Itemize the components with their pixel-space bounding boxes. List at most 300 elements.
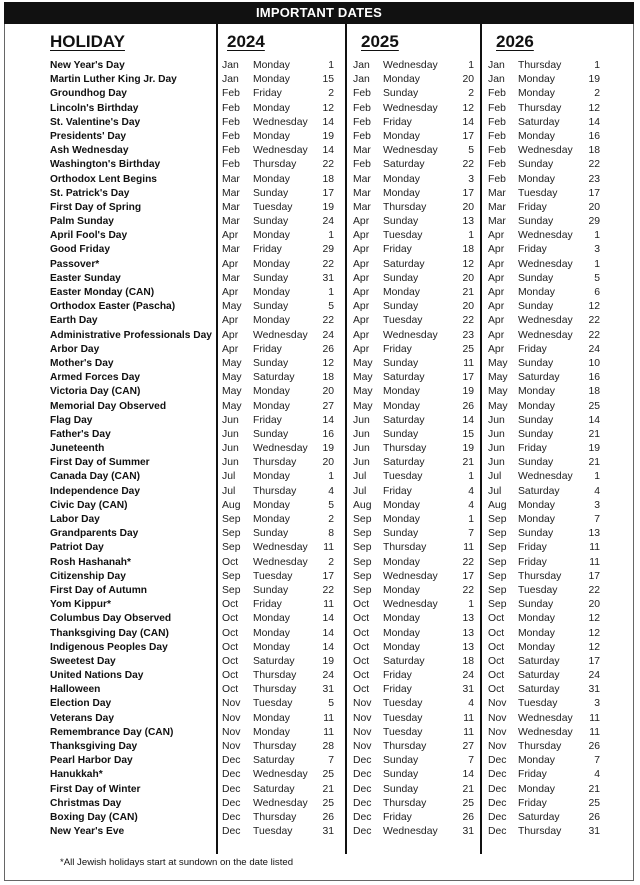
date-2026-weekday: Thursday [518, 102, 562, 114]
date-2024-day: 20 [322, 457, 334, 469]
date-2026-weekday: Sunday [518, 216, 554, 228]
date-2025-month: Apr [353, 244, 370, 256]
table-row [0, 130, 640, 144]
date-2025-month: Sep [353, 556, 372, 568]
date-2024-month: Dec [222, 826, 241, 838]
date-2024-day: 11 [323, 726, 334, 738]
date-2025-month: May [353, 400, 373, 412]
date-2026-day: 24 [588, 343, 600, 355]
date-2026-day: 14 [588, 414, 600, 426]
date-2025-weekday: Sunday [383, 755, 419, 767]
holiday-name: Independence Day [50, 485, 141, 497]
date-2024-month: Feb [222, 116, 240, 128]
date-2025-day: 26 [462, 400, 474, 412]
date-2025-month: Nov [353, 698, 372, 710]
date-2024-day: 19 [322, 130, 334, 142]
date-2025-weekday: Monday [383, 173, 420, 185]
holiday-name: Groundhog Day [50, 88, 127, 100]
date-2025-day: 17 [462, 372, 474, 384]
date-2025-weekday: Thursday [383, 201, 427, 213]
date-2024-month: Aug [222, 499, 241, 511]
date-2024-month: Sep [222, 542, 241, 554]
year-2026-header: 2026 [496, 32, 534, 51]
date-2026-month: Feb [488, 102, 506, 114]
holiday-name: Boxing Day (CAN) [50, 811, 138, 823]
date-2026-weekday: Friday [518, 201, 547, 213]
date-2025-day: 14 [462, 116, 474, 128]
date-2025-weekday: Tuesday [383, 726, 423, 738]
table-row [0, 456, 640, 470]
date-2026-month: Apr [488, 301, 505, 313]
date-2024-month: Feb [222, 102, 240, 114]
date-2025-month: Jun [353, 457, 370, 469]
date-2024-month: Apr [222, 315, 239, 327]
date-2026-month: May [488, 372, 508, 384]
date-2025-weekday: Wednesday [383, 826, 438, 838]
date-2025-weekday: Saturday [383, 655, 425, 667]
date-2024-day: 19 [322, 443, 334, 455]
date-2026-day: 17 [588, 187, 600, 199]
date-2025-day: 12 [462, 258, 474, 270]
date-2024-month: Jun [222, 443, 239, 455]
date-2026-day: 18 [588, 145, 600, 157]
date-2026-day: 22 [588, 315, 600, 327]
date-2026-month: Apr [488, 287, 505, 298]
date-2026-month: Mar [488, 216, 506, 228]
date-2026-weekday: Saturday [518, 670, 560, 682]
table-row [0, 187, 640, 201]
date-2026-month: Mar [488, 187, 506, 199]
date-2025-day: 7 [468, 755, 474, 767]
date-2025-weekday: Saturday [383, 414, 425, 426]
date-2026-weekday: Wednesday [518, 258, 573, 270]
holiday-name: Election Day [50, 698, 112, 710]
date-2026-weekday: Sunday [518, 272, 554, 284]
date-2026-weekday: Friday [518, 797, 547, 809]
date-2025-day: 17 [462, 130, 474, 142]
date-2024-month: Apr [222, 329, 239, 341]
table-row [0, 740, 640, 754]
date-2024-day: 22 [322, 258, 334, 270]
date-2024-weekday: Sunday [253, 272, 289, 284]
date-2025-weekday: Monday [383, 613, 420, 625]
date-2024-weekday: Friday [253, 414, 282, 426]
table-row [0, 215, 640, 229]
date-2025-weekday: Wednesday [383, 102, 438, 114]
date-2026-day: 19 [588, 74, 600, 86]
date-2026-weekday: Friday [518, 244, 547, 256]
table-row [0, 371, 640, 385]
date-2024-day: 31 [322, 684, 334, 696]
date-2026-month: Dec [488, 811, 507, 823]
date-2025-weekday: Sunday [383, 528, 419, 540]
date-2024-weekday: Saturday [253, 755, 295, 767]
date-2025-weekday: Monday [383, 514, 420, 525]
date-2024-month: Oct [222, 655, 239, 667]
date-2025-day: 27 [462, 741, 474, 752]
date-2025-day: 31 [462, 826, 474, 838]
date-2025-month: Aug [353, 499, 372, 511]
date-2026-weekday: Monday [518, 287, 555, 298]
table-row [0, 470, 640, 484]
date-2025-weekday: Thursday [383, 542, 427, 554]
date-2026-month: Oct [488, 627, 505, 639]
date-2026-day: 12 [588, 627, 600, 639]
date-2024-month: May [222, 400, 242, 412]
date-2024-month: Nov [222, 726, 241, 738]
date-2026-weekday: Friday [518, 556, 547, 568]
table-row [0, 768, 640, 782]
date-2025-weekday: Tuesday [383, 230, 423, 242]
date-2025-day: 1 [468, 230, 474, 242]
date-2026-weekday: Saturday [518, 372, 560, 384]
date-2025-weekday: Friday [383, 116, 412, 128]
date-2026-day: 6 [594, 287, 600, 298]
date-2025-day: 1 [468, 471, 474, 483]
year-2024-header: 2024 [227, 32, 265, 51]
date-2025-day: 19 [462, 386, 474, 398]
holiday-name: Halloween [50, 684, 101, 696]
table-row [0, 87, 640, 101]
date-2025-month: Sep [353, 542, 372, 554]
date-2025-day: 19 [462, 443, 474, 455]
date-2025-day: 1 [468, 514, 474, 525]
date-2024-month: Nov [222, 712, 241, 724]
date-2025-day: 20 [462, 201, 474, 213]
date-2025-weekday: Sunday [383, 301, 419, 313]
date-2025-month: Dec [353, 797, 372, 809]
date-2026-weekday: Wednesday [518, 471, 573, 483]
table-row [0, 385, 640, 399]
date-2025-day: 23 [462, 329, 474, 341]
holiday-name: Christmas Day [50, 797, 122, 809]
table-row [0, 541, 640, 555]
holiday-name: Citizenship Day [50, 570, 126, 582]
date-2026-month: Sep [488, 599, 507, 611]
date-2026-day: 12 [588, 641, 600, 653]
date-2025-month: Sep [353, 514, 372, 525]
date-2024-day: 11 [323, 712, 334, 724]
date-2024-day: 25 [322, 797, 334, 809]
date-2025-day: 5 [468, 145, 474, 157]
date-2024-day: 16 [322, 428, 334, 440]
date-2025-day: 17 [462, 570, 474, 582]
date-2025-weekday: Monday [383, 287, 420, 298]
date-2025-month: Mar [353, 187, 371, 199]
date-2024-month: Dec [222, 755, 241, 767]
date-2026-weekday: Sunday [518, 457, 554, 469]
date-2026-day: 19 [588, 443, 600, 455]
date-2026-weekday: Friday [518, 542, 547, 554]
date-2026-weekday: Tuesday [518, 698, 558, 710]
date-2025-weekday: Monday [383, 584, 420, 596]
holiday-name: St. Valentine's Day [50, 116, 141, 128]
holiday-name: Patriot Day [50, 542, 104, 554]
date-2024-day: 14 [322, 641, 334, 653]
date-2024-day: 5 [328, 499, 334, 511]
date-2024-month: Mar [222, 201, 240, 213]
date-2024-month: Jul [222, 471, 236, 483]
date-2026-month: Jun [488, 428, 505, 440]
holiday-name: Lincoln's Birthday [50, 102, 139, 114]
date-2025-weekday: Tuesday [383, 712, 423, 724]
date-2024-month: Mar [222, 216, 240, 228]
date-2024-day: 17 [322, 187, 334, 199]
holiday-name: Palm Sunday [50, 216, 114, 228]
date-2024-day: 17 [322, 570, 334, 582]
date-2026-weekday: Thursday [518, 826, 562, 838]
holiday-name: Thanksgiving Day [50, 741, 138, 752]
date-2026-weekday: Sunday [518, 599, 554, 611]
date-2024-weekday: Monday [253, 386, 290, 398]
date-2024-weekday: Monday [253, 613, 290, 625]
date-2025-month: May [353, 372, 373, 384]
date-2024-weekday: Sunday [253, 357, 289, 369]
date-2025-month: Dec [353, 769, 372, 781]
date-2024-day: 24 [322, 329, 334, 341]
date-2026-month: Dec [488, 797, 507, 809]
table-row [0, 173, 640, 187]
date-2026-month: Dec [488, 769, 507, 781]
holiday-name: Labor Day [50, 514, 100, 525]
date-2026-month: Jul [488, 485, 502, 497]
date-2026-month: Feb [488, 145, 506, 157]
date-2026-weekday: Wednesday [518, 712, 573, 724]
date-2025-weekday: Sunday [383, 216, 419, 228]
date-2024-day: 4 [328, 485, 334, 497]
date-2024-weekday: Tuesday [253, 201, 293, 213]
table-row [0, 272, 640, 286]
holiday-name: Civic Day (CAN) [50, 499, 128, 511]
date-2026-weekday: Monday [518, 514, 555, 525]
date-2024-month: Feb [222, 145, 240, 157]
holiday-name: Victoria Day (CAN) [50, 386, 141, 398]
date-2026-day: 7 [594, 514, 600, 525]
date-2026-month: Jun [488, 457, 505, 469]
date-2026-month: Feb [488, 88, 506, 100]
date-2024-month: Mar [222, 173, 240, 185]
table-row [0, 598, 640, 612]
date-2026-weekday: Monday [518, 499, 555, 511]
date-2025-weekday: Wednesday [383, 570, 438, 582]
date-2026-month: Sep [488, 528, 507, 540]
date-2025-month: Dec [353, 811, 372, 823]
date-2026-weekday: Monday [518, 783, 555, 795]
date-2024-weekday: Monday [253, 712, 290, 724]
table-row [0, 641, 640, 655]
date-2025-month: Jun [353, 414, 370, 426]
date-2024-weekday: Thursday [253, 684, 297, 696]
date-2025-day: 22 [462, 315, 474, 327]
date-2024-weekday: Monday [253, 102, 290, 114]
date-2025-month: Feb [353, 130, 371, 142]
date-2025-day: 22 [462, 556, 474, 568]
date-2026-day: 22 [588, 584, 600, 596]
date-2026-weekday: Sunday [518, 159, 554, 171]
date-2026-weekday: Monday [518, 755, 555, 767]
holiday-name: Veterans Day [50, 712, 114, 724]
date-2026-weekday: Friday [518, 769, 547, 781]
date-2026-month: Nov [488, 712, 507, 724]
table-row [0, 201, 640, 215]
date-2026-day: 22 [588, 159, 600, 171]
table-row [0, 314, 640, 328]
date-2024-day: 21 [322, 783, 334, 795]
date-2026-day: 17 [588, 655, 600, 667]
date-2026-month: Apr [488, 329, 505, 341]
date-2025-day: 11 [463, 357, 474, 369]
date-2024-weekday: Thursday [253, 670, 297, 682]
date-2026-month: Apr [488, 343, 505, 355]
date-2024-day: 22 [322, 584, 334, 596]
holiday-name: Easter Sunday [50, 272, 121, 284]
date-2024-weekday: Monday [253, 514, 290, 525]
date-2025-month: Feb [353, 88, 371, 100]
date-2026-month: Jan [488, 60, 505, 71]
date-2025-weekday: Friday [383, 343, 412, 355]
date-2025-day: 21 [462, 287, 474, 298]
date-2026-day: 26 [588, 811, 600, 823]
date-2025-month: Apr [353, 315, 370, 327]
date-2024-day: 2 [328, 556, 334, 568]
date-2026-day: 31 [588, 684, 600, 696]
date-2026-day: 26 [588, 741, 600, 752]
date-2025-day: 4 [468, 698, 474, 710]
table-row [0, 754, 640, 768]
date-2026-day: 20 [588, 599, 600, 611]
date-2025-day: 20 [462, 74, 474, 86]
date-2024-month: Jun [222, 428, 239, 440]
date-2024-month: Mar [222, 244, 240, 256]
date-2025-month: Dec [353, 783, 372, 795]
date-2025-weekday: Sunday [383, 783, 419, 795]
date-2024-day: 1 [328, 287, 334, 298]
date-2026-day: 22 [588, 329, 600, 341]
date-2025-month: Mar [353, 145, 371, 157]
date-2024-weekday: Wednesday [253, 329, 308, 341]
date-2026-day: 10 [588, 357, 600, 369]
date-2024-weekday: Wednesday [253, 443, 308, 455]
date-2026-weekday: Wednesday [518, 315, 573, 327]
date-2025-weekday: Sunday [383, 357, 419, 369]
date-2025-month: Nov [353, 726, 372, 738]
date-2026-month: Aug [488, 499, 507, 511]
date-2024-month: Dec [222, 769, 241, 781]
date-2026-weekday: Monday [518, 386, 555, 398]
table-row [0, 229, 640, 243]
date-2024-weekday: Friday [253, 599, 282, 611]
date-2025-month: Apr [353, 216, 370, 228]
holiday-name: Good Friday [50, 244, 110, 256]
holiday-name: Easter Monday (CAN) [50, 287, 155, 298]
date-2026-month: Sep [488, 514, 507, 525]
date-2026-month: Oct [488, 613, 505, 625]
date-2024-weekday: Thursday [253, 457, 297, 469]
date-2024-weekday: Saturday [253, 655, 295, 667]
table-row [0, 570, 640, 584]
date-2024-day: 31 [322, 272, 334, 284]
holiday-name: Martin Luther King Jr. Day [50, 74, 177, 86]
date-2024-month: Jul [222, 485, 236, 497]
date-2024-day: 7 [328, 755, 334, 767]
date-2025-weekday: Sunday [383, 428, 419, 440]
date-2024-month: Oct [222, 613, 239, 625]
date-2026-weekday: Monday [518, 400, 555, 412]
table-row [0, 116, 640, 130]
date-2024-day: 25 [322, 769, 334, 781]
date-2026-month: Nov [488, 698, 507, 710]
table-row [0, 584, 640, 598]
date-2026-weekday: Tuesday [518, 187, 558, 199]
table-row [0, 513, 640, 527]
holiday-name: Columbus Day Observed [50, 613, 172, 625]
date-2026-day: 17 [588, 570, 600, 582]
date-2025-month: Jan [353, 60, 370, 71]
table-row [0, 414, 640, 428]
date-2026-day: 11 [589, 712, 600, 724]
date-2025-month: Sep [353, 584, 372, 596]
date-2024-month: Apr [222, 258, 239, 270]
date-2024-month: Sep [222, 528, 241, 540]
table-row [0, 400, 640, 414]
banner-title: IMPORTANT DATES [4, 2, 634, 24]
date-2025-weekday: Monday [383, 130, 420, 142]
table-row [0, 102, 640, 116]
date-2026-day: 1 [594, 230, 600, 242]
table-row [0, 527, 640, 541]
date-2026-day: 12 [588, 613, 600, 625]
date-2025-weekday: Tuesday [383, 471, 423, 483]
date-2025-weekday: Monday [383, 627, 420, 639]
table-row [0, 669, 640, 683]
date-2025-month: Feb [353, 102, 371, 114]
date-2026-day: 2 [594, 88, 600, 100]
date-2026-day: 16 [588, 130, 600, 142]
date-2026-weekday: Wednesday [518, 726, 573, 738]
date-2026-weekday: Monday [518, 613, 555, 625]
holiday-name: Yom Kippur* [50, 599, 111, 611]
date-2026-weekday: Saturday [518, 485, 560, 497]
table-row [0, 243, 640, 257]
date-2025-day: 13 [462, 613, 474, 625]
date-2025-day: 12 [462, 102, 474, 114]
date-2025-month: Oct [353, 684, 370, 696]
date-2025-day: 11 [463, 712, 474, 724]
date-2026-weekday: Monday [518, 173, 555, 185]
date-2026-day: 20 [588, 201, 600, 213]
holiday-name: Indigenous Peoples Day [50, 641, 168, 653]
date-2025-month: Oct [353, 627, 370, 639]
holiday-name: Washington's Birthday [50, 159, 161, 171]
date-2025-day: 2 [468, 88, 474, 100]
date-2024-weekday: Wednesday [253, 116, 308, 128]
table-row [0, 811, 640, 825]
date-2026-month: Oct [488, 684, 505, 696]
date-2024-weekday: Monday [253, 499, 290, 511]
date-2024-day: 28 [322, 741, 334, 752]
date-2026-weekday: Friday [518, 443, 547, 455]
date-2024-month: Oct [222, 641, 239, 653]
holiday-name: Memorial Day Observed [50, 400, 167, 412]
date-2026-weekday: Sunday [518, 428, 554, 440]
date-2025-day: 25 [462, 343, 474, 355]
date-2025-day: 15 [462, 428, 474, 440]
table-row [0, 442, 640, 456]
date-2026-day: 4 [594, 769, 600, 781]
holiday-name: Armed Forces Day [50, 372, 141, 384]
date-2024-day: 11 [323, 599, 334, 611]
table-row [0, 343, 640, 357]
